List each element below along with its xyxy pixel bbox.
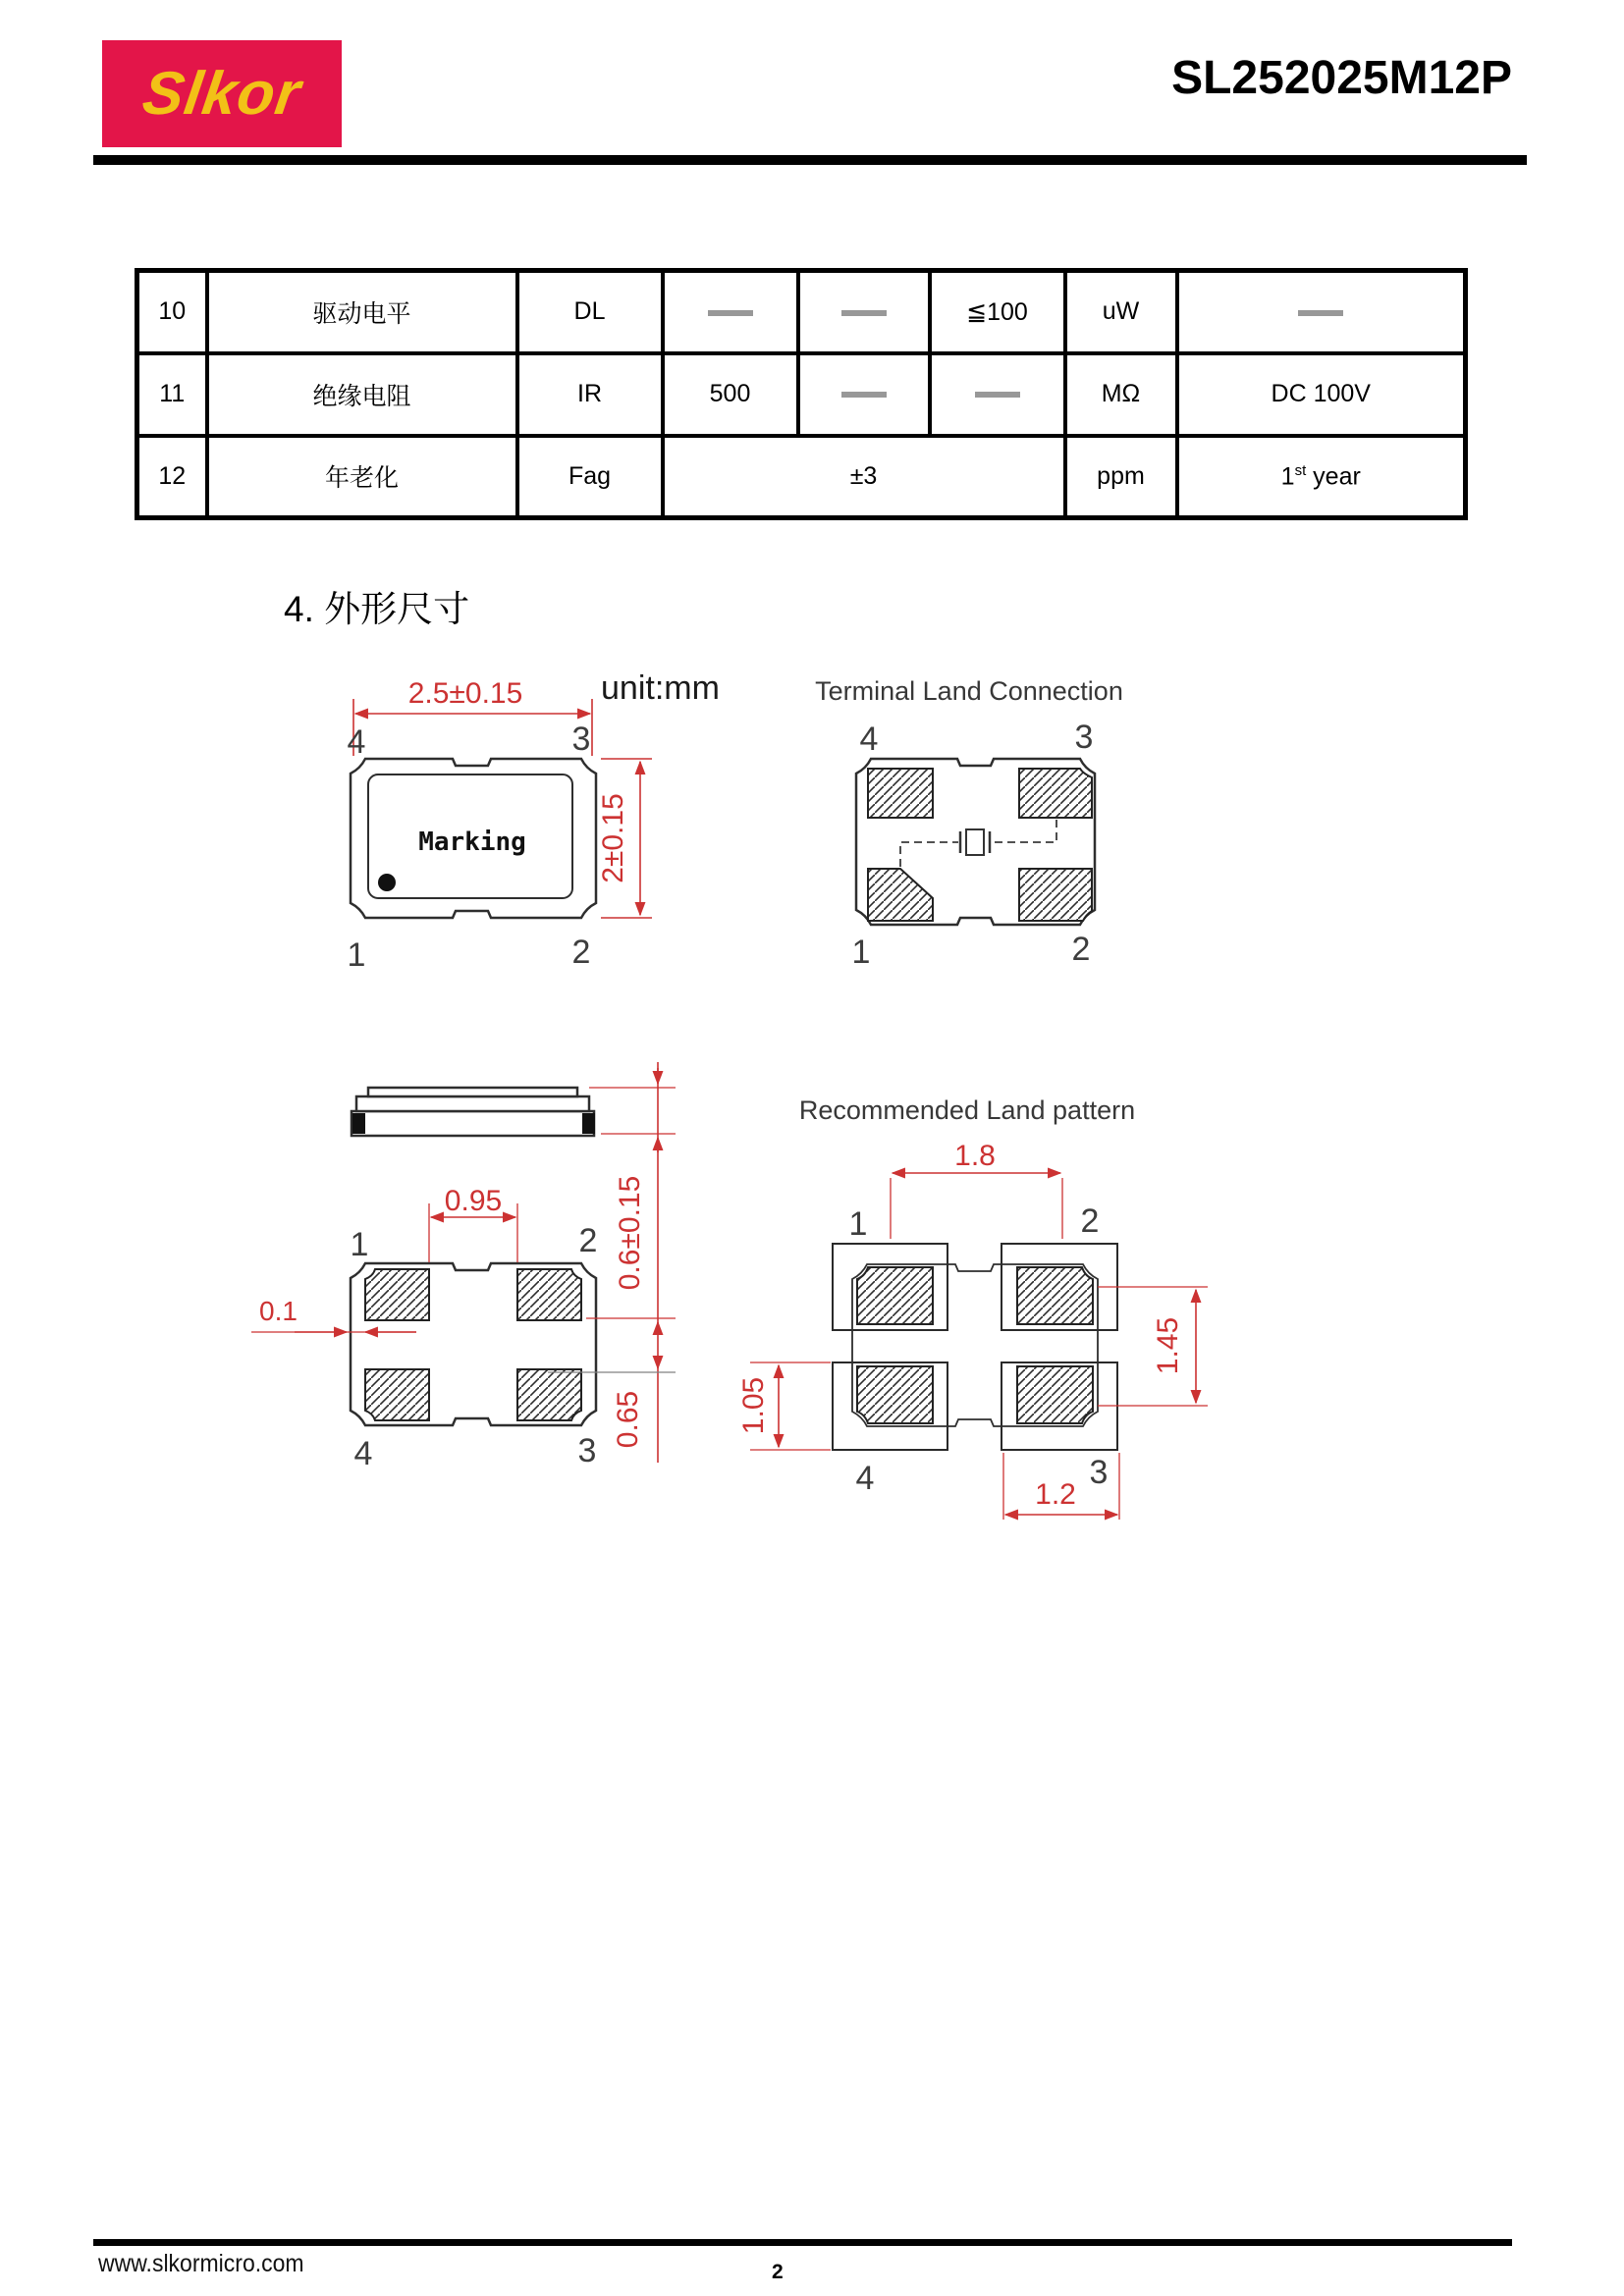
table-row [137,271,1466,353]
section-heading: 4. 外形尺寸 [284,589,470,629]
terminal-pad [1019,869,1092,921]
footer-website: www.slkormicro.com [98,2250,304,2277]
side-view-body [356,1096,589,1111]
footer-divider [93,2239,1512,2246]
cell-symbol: IR [517,353,663,436]
bottom-pad [365,1369,429,1420]
cell-no: 11 [137,353,207,436]
bottom-pad [517,1269,581,1320]
pin-label: 3 [1089,1454,1109,1491]
side-view-lid [368,1088,577,1096]
dim-gap-label: 0.65 [612,1390,644,1449]
brand-logo-text: Slkor [138,60,305,128]
page-number: 2 [772,2261,784,2283]
dim-pad-w-label: 1.2 [1035,1478,1076,1511]
spec-table [135,268,1468,520]
pin-label: 1 [851,934,871,971]
unit-label: unit:mm [601,669,720,707]
cell-unit: ppm [1065,436,1177,518]
pin-label: 3 [1074,719,1094,756]
top-view-drawing [348,669,720,974]
dash-placeholder [708,310,753,316]
cell-condition: DC 100V [1177,353,1466,436]
side-terminal-cap [352,1113,365,1134]
part-number-title: SL252025M12P [1171,52,1512,104]
dim-reference-lines [589,1088,676,1134]
cell-typ [798,271,930,353]
marking-label: Marking [418,828,526,857]
cell-symbol: Fag [517,436,663,518]
cell-min [663,271,798,353]
pin-label: 4 [855,1460,875,1497]
dim-pad-h-label: 1.05 [737,1376,770,1435]
dimension-drawings [226,648,1218,1531]
terminal-pad [868,769,933,818]
cell-max: ≦100 [930,271,1065,353]
terminal-pad [1019,769,1092,818]
land-pattern-drawing [737,1095,1208,1520]
bottom-pad [517,1369,581,1420]
cell-condition: 1st year [1177,436,1466,518]
dash-placeholder [841,392,887,398]
pin-label: 3 [577,1432,597,1469]
pin-label: 2 [1080,1202,1100,1240]
pin-label: 2 [571,934,591,971]
dim-height-label: 2±0.15 [597,793,629,883]
pin-label: 2 [1071,931,1091,968]
dim-pitch-x-label: 1.8 [954,1140,996,1172]
drawing-title: Terminal Land Connection [815,676,1123,706]
land-inner-pad [1017,1366,1093,1423]
dash-placeholder [1298,310,1343,316]
cell-condition [1177,271,1466,353]
pin-label: 1 [848,1205,868,1243]
pin-label: 2 [578,1222,598,1259]
dim-pitch-y-label: 1.45 [1152,1316,1184,1375]
terminal-land-connection-drawing [815,676,1123,971]
pin-label: 4 [859,721,879,758]
pin-label: 1 [347,936,366,974]
side-view-base [352,1111,594,1136]
drawing-title: Recommended Land pattern [798,1095,1136,1125]
cell-unit: uW [1065,271,1177,353]
pin1-indicator-dot [378,874,396,891]
dim-extension-lines [891,1178,1062,1239]
pin-label: 4 [353,1435,373,1472]
cell-symbol: DL [517,271,663,353]
dash-placeholder [975,392,1020,398]
dim-pitch-label: 0.95 [444,1185,503,1217]
header-divider [93,155,1527,165]
bottom-pad [365,1269,429,1320]
brand-logo [102,40,342,147]
dash-placeholder [841,310,887,316]
bottom-view-drawing [251,1185,676,1472]
table-row [137,436,1466,518]
dim-edge-label: 0.1 [259,1296,298,1326]
side-terminal-cap [582,1113,595,1134]
table-row [137,353,1466,436]
cell-max [930,353,1065,436]
pin-label: 4 [347,723,366,761]
cell-no: 12 [137,436,207,518]
land-inner-pad [857,1366,933,1423]
pin-label: 1 [350,1226,369,1263]
cell-unit: MΩ [1065,353,1177,436]
cell-min: 500 [663,353,798,436]
land-inner-pad [857,1267,933,1324]
cell-range: ±3 [663,436,1065,518]
dim-thickness-label: 0.6±0.15 [614,1175,646,1291]
land-inner-pad [1017,1267,1093,1324]
cell-name: 绝缘电阻 [207,353,517,436]
cell-no: 10 [137,271,207,353]
cell-typ [798,353,930,436]
dim-width-label: 2.5±0.15 [407,677,523,710]
pin-label: 3 [571,721,591,758]
cell-name: 驱动电平 [207,271,517,353]
cell-name: 年老化 [207,436,517,518]
